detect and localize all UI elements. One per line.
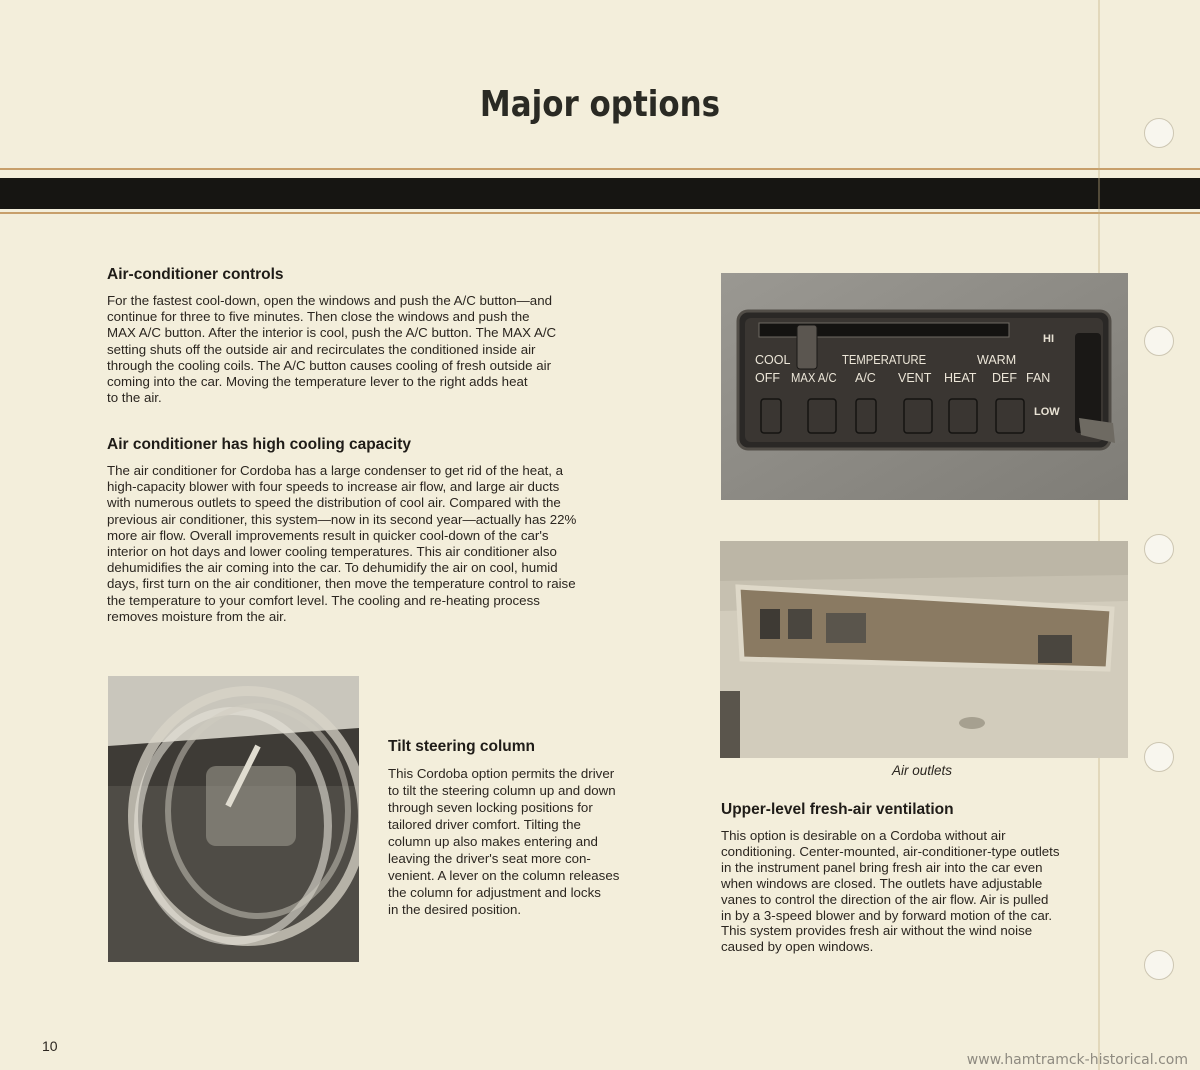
text-line: leaving the driver's seat more con- xyxy=(388,851,591,866)
text-line: more air flow. Overall improvements result in quicker cool-down of the car's xyxy=(107,527,549,543)
binder-hole xyxy=(1144,118,1174,148)
fan-speed-low-label: LOW xyxy=(1034,406,1060,418)
text-line: caused by open windows. xyxy=(721,939,874,955)
cool-label: COOL xyxy=(755,353,791,367)
max-ac-button-label: MAX A/C xyxy=(791,371,837,385)
binder-hole xyxy=(1144,326,1174,356)
text-line: continue for three to five minutes. Then close the windows and push the xyxy=(107,309,530,325)
text-line: dehumidifies the air coming into the car. To dehumidify the air on cool, humid xyxy=(107,560,558,576)
text-line: removes moisture from the air. xyxy=(107,608,287,624)
text-line: with numerous outlets to speed the distribution of cool air. Compared with the xyxy=(107,495,561,511)
text-line: in the instrument panel bring fresh air into the car even xyxy=(721,859,1043,875)
text-line: previous air conditioner, this system—now in its second year—actually has 22% xyxy=(107,511,577,527)
header-rule-bottom xyxy=(0,212,1200,214)
paragraph-ac-controls xyxy=(107,293,556,406)
text-line: This system provides fresh air without the wind noise xyxy=(721,923,1033,939)
ac-control-panel-illustration xyxy=(721,273,1128,500)
section-heading-tilt-steering: Tilt steering column xyxy=(388,738,535,755)
paragraph-fresh-air-ventilation xyxy=(721,828,1060,955)
text-line: in the desired position. xyxy=(388,902,522,917)
text-line: the temperature to your comfort level. The cooling and re-heating process xyxy=(107,592,540,608)
paragraph-ac-capacity xyxy=(107,463,576,625)
tilt-steering-illustration xyxy=(108,676,359,962)
page-number: 10 xyxy=(42,1038,58,1054)
section-heading-ac-controls: Air-conditioner controls xyxy=(107,266,284,283)
binder-fold-line xyxy=(1098,0,1100,1070)
watermark: www.hamtramck-historical.com xyxy=(966,1052,1188,1068)
section-heading-fresh-air-ventilation: Upper-level fresh-air ventilation xyxy=(721,801,954,818)
text-line: venient. A lever on the column releases xyxy=(388,868,620,883)
heat-button-label: HEAT xyxy=(944,371,977,385)
text-line: This option is desirable on a Cordoba without air xyxy=(721,828,1006,843)
def-button-label: DEF xyxy=(992,371,1017,385)
text-line: For the fastest cool-down, open the windows and push the A/C button—and xyxy=(107,293,552,308)
fan-speed-hi-label: HI xyxy=(1043,333,1054,345)
fan-label: FAN xyxy=(1026,371,1051,385)
header-black-band xyxy=(0,178,1200,209)
text-line: vanes to control the direction of the air flow. Air is pulled xyxy=(721,891,1049,907)
paragraph-tilt-steering xyxy=(388,765,619,918)
header-rule-top xyxy=(0,168,1200,170)
warm-label: WARM xyxy=(977,353,1017,367)
caption-air-outlets: Air outlets xyxy=(891,763,953,778)
air-outlets-illustration xyxy=(720,541,1128,758)
vent-button-label: VENT xyxy=(898,371,932,385)
text-line: MAX A/C button. After the interior is cool, push the A/C button. The MAX A/C xyxy=(107,325,557,341)
ac-button-label: A/C xyxy=(855,371,876,385)
text-line: tailored driver comfort. Tilting the xyxy=(388,817,581,832)
binder-hole xyxy=(1144,950,1174,980)
text-line: high-capacity blower with four speeds to increase air flow, and large air ducts xyxy=(107,479,560,495)
text-line: through seven locking positions for xyxy=(388,800,593,815)
text-line: coming into the car. Moving the temperature lever to the right adds heat xyxy=(107,374,528,390)
text-line: the column for adjustment and locks xyxy=(388,885,601,900)
photo-air-outlets xyxy=(720,541,1128,758)
text-line: in by a 3-speed blower and by forward motion of the car. xyxy=(721,907,1053,923)
text-line: to tilt the steering column up and down xyxy=(388,783,616,798)
text-line: setting shuts off the outside air and recirculates the conditioned inside air xyxy=(107,341,536,357)
page-title: Major options xyxy=(479,84,721,125)
text-line: interior on hot days and lower cooling temperatures. This air conditioner also xyxy=(107,544,557,560)
binder-hole xyxy=(1144,742,1174,772)
photo-ac-control-panel xyxy=(721,273,1128,500)
text-line: when windows are closed. The outlets have adjustable xyxy=(721,875,1043,891)
text-line: conditioning. Center-mounted, air-conditioner-type outlets xyxy=(721,843,1060,859)
section-heading-ac-capacity: Air conditioner has high cooling capacity xyxy=(107,436,412,453)
text-line: The air conditioner for Cordoba has a large condenser to get rid of the heat, a xyxy=(107,463,564,478)
text-line: days, first turn on the air conditioner, then move the temperature control to raise xyxy=(107,576,576,592)
text-line: This Cordoba option permits the driver xyxy=(388,766,615,781)
text-line: column up also makes entering and xyxy=(388,834,598,849)
text-line: through the cooling coils. The A/C button causes cooling of fresh outside air xyxy=(107,357,551,373)
temperature-label: TEMPERATURE xyxy=(842,353,927,367)
binder-hole xyxy=(1144,534,1174,564)
photo-tilt-steering-column xyxy=(108,676,359,962)
off-button-label: OFF xyxy=(755,371,780,385)
text-line: to the air. xyxy=(107,390,162,406)
